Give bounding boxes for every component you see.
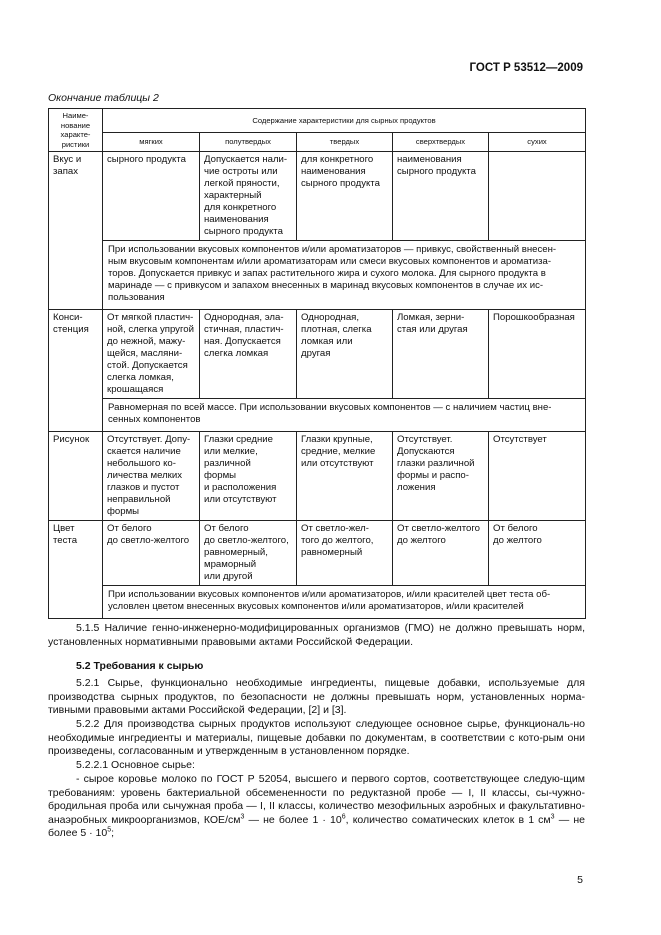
paragraph-raw-milk: - сырое коровье молоко по ГОСТ Р 52054, высшего и первого сортов, соответствующее следую-щим требованиям: уровень бактериальной обсемененности по редуктазной пробе — I, II классы, сы-чужно-бродильная проба или сычужная проба — I, II классы, количество мезофильных аэробных и факультативно-анаэробных микроорганизмов, КОЕ/$см^3$ — не более $1 \cdot 10^6$, количество соматических клеток в 1 $см^3$ — не более $5 \cdot 10^5$; (48, 773, 585, 840)
table-cell: От светло-жел- того до желтого, равномерный (297, 521, 393, 586)
table-cell: Допускается нали- чие остроты или легкой пряности, характерный для конкретного наименования сырного продукта (200, 152, 297, 241)
table-row (49, 521, 586, 586)
table-cell: От светло-желтого до желтого (393, 521, 489, 586)
table-cell: Порошкообразная (489, 310, 586, 399)
paragraph-5-2-2: 5.2.2 Для производства сырных продуктов используют следующее основное сырье, функциональ-но необходимые ингредиенты и материалы, пищевые добавки по документам, в соответствии с кото-рым они произведены, согласованным и утвержденным в установленном порядке. (48, 718, 585, 758)
characteristics-table (48, 108, 586, 619)
page-number: 5 (577, 874, 583, 886)
table-cell: От белого до светло-желтого (103, 521, 200, 586)
table-cell: Отсутствует. Допу- скается наличие небольшого ко- личества мелких глазков и пустот неправильной формы (103, 432, 200, 521)
table-row (49, 432, 586, 521)
paragraph-5-2-1: 5.2.1 Сырье, функционально необходимые ингредиенты, пищевые добавки, используемые для производства сырных продуктов, по безопасности не должны превышать норм, установленных норма-тивными правовыми актами Российской Федерации, [2] и [3]. (48, 677, 585, 717)
table-cell: Отсутствует (489, 432, 586, 521)
table-cell: Глазки средние или мелкие, различной формы и расположения или отсутствуют (200, 432, 297, 521)
characteristic-name: Вкус и запах (49, 152, 103, 310)
column-header: полутвердых (200, 132, 297, 151)
column-header: сверхтвердых (393, 132, 489, 151)
table-note-row (49, 399, 586, 432)
corner-header: Наиме- нование характе- ристики (49, 109, 103, 152)
section-heading: 5.2 Требования к сырью (76, 660, 204, 672)
table-cell: От белого до желтого (489, 521, 586, 586)
table-row (49, 152, 586, 241)
paragraph-5-1-5: 5.1.5 Наличие генно-инженерно-модифицированных организмов (ГМО) не должно превышать норм, установленных нормативными правовыми актами Российской Федерации. (48, 622, 585, 648)
document-code: ГОСТ Р 53512—2009 (469, 62, 583, 74)
table-cell: Однородная, плотная, слегка ломкая или другая (297, 310, 393, 399)
table-body (49, 152, 586, 619)
table-caption: Окончание таблицы 2 (48, 92, 159, 104)
column-header: сухих (489, 132, 586, 151)
paragraph-5-2-2-1: 5.2.2.1 Основное сырье: (76, 759, 195, 771)
table-cell: Отсутствует. Допускаются глазки различной формы и распо- ложения (393, 432, 489, 521)
table-cell: От белого до светло-желтого, равномерный, мраморный или другой (200, 521, 297, 586)
table-cell (489, 152, 586, 241)
table-cell: для конкретного наименования сырного продукта (297, 152, 393, 241)
table-note-row (49, 586, 586, 619)
table-note-row (49, 241, 586, 310)
table-cell: Глазки крупные, средние, мелкие или отсутствуют (297, 432, 393, 521)
table-note: При использовании вкусовых компонентов и/или ароматизаторов — привкус, свойственный внесен- ным вкусовым компонентам и/или ароматизаторам или смеси вкусовых компонентов и ароматиза- торов. Допускается привкус и запах растительного жира и сухого молока. Для сырного продукта в маринаде — с привкусом и запахом внесенных в маринад вкусовых компонентов в случае их ис- пользования (103, 241, 586, 310)
characteristic-name: Цвет теста (49, 521, 103, 619)
table-row (49, 310, 586, 399)
table-cell: наименования сырного продукта (393, 152, 489, 241)
table-note: Равномерная по всей массе. При использовании вкусовых компонентов — с наличием частиц вне- сенных компонентов (103, 399, 586, 432)
characteristic-name: Рисунок (49, 432, 103, 521)
characteristic-name: Конси- стенция (49, 310, 103, 432)
column-header: твердых (297, 132, 393, 151)
table-cell: Однородная, эла- стичная, пластич- ная. Допускается слегка ломкая (200, 310, 297, 399)
table-cell: Ломкая, зерни- стая или другая (393, 310, 489, 399)
table-cell: сырного продукта (103, 152, 200, 241)
group-header: Содержание характеристики для сырных продуктов (103, 109, 586, 133)
table-note: При использовании вкусовых компонентов и/или ароматизаторов, и/или красителей цвет теста об- условлен цветом внесенных вкусовых компонентов и/или ароматизаторов, и/или красителей (103, 586, 586, 619)
column-header: мягких (103, 132, 200, 151)
table-cell: От мягкой пластич- ной, слегка упругой до нежной, мажу- щейся, масляни- стой. Допускается слегка ломкая, крошащаяся (103, 310, 200, 399)
